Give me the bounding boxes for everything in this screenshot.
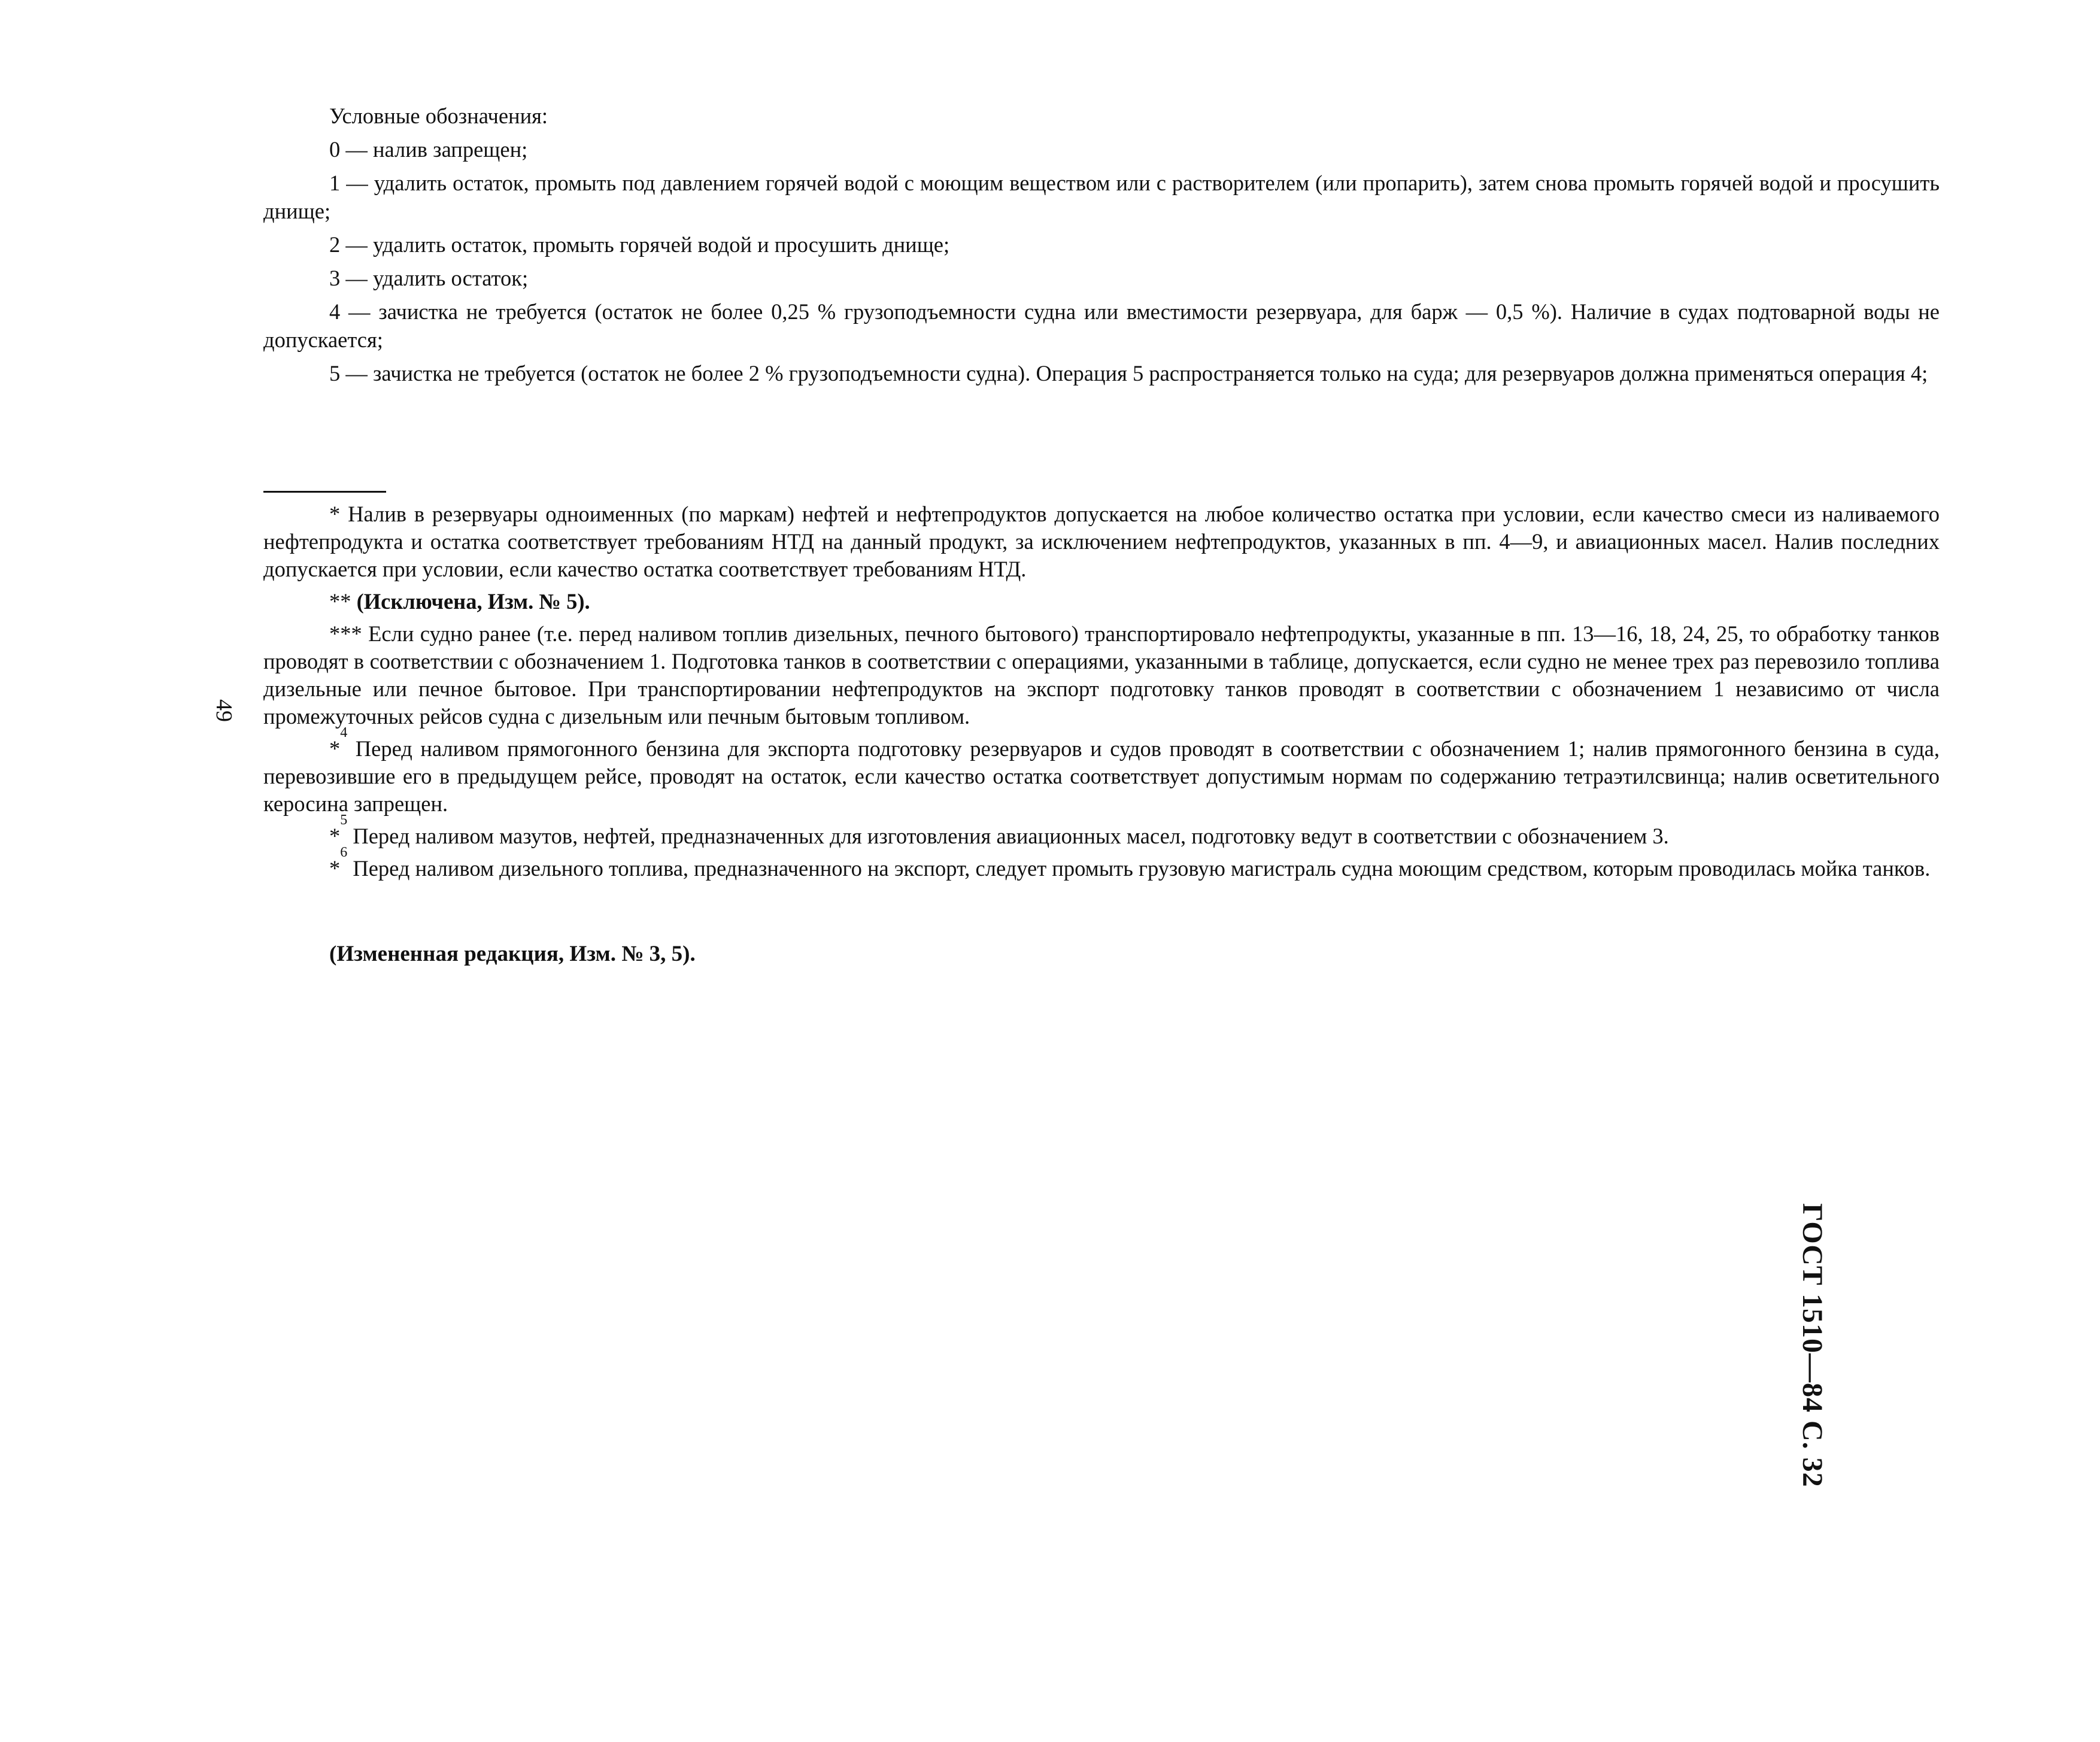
footnote-2 [263, 588, 1940, 615]
footnote-text: Перед наливом прямогонного бензина для экспорта подготовку резервуаров и судов проводят в соответствии с обозначением 1; налив прямогонного бензина в суда, перевозившие его в предыдущем рейсе, проводят на остаток, если качество остатка соответствует допустимым нормам по содержанию тетраэтилсвинца; налив осветительного керосина запрещен. [263, 736, 1940, 816]
footnote-superscript: 6 [340, 845, 348, 860]
footnote-marker: * [329, 856, 341, 881]
legend-item-0: 0 — налив запрещен; [329, 137, 528, 162]
footnote-marker: * [329, 736, 341, 761]
legend-item-4: 4 — зачистка не требуется (остаток не более 0,25 % грузоподъемности судна или вместимости резервуара, для барж — 0,5 %). Наличие в судах подтоварной воды не допускается; [263, 299, 1940, 352]
footnote-superscript: 5 [340, 812, 348, 828]
running-header: ГОСТ 1510—84 С. 32 [1796, 1203, 1828, 1488]
footnote-text: (Исключена, Изм. № 5). [356, 589, 590, 614]
footnote-text: Перед наливом дизельного топлива, предназначенного на экспорт, следует промыть грузовую магистраль судна моющим средством, которым проводилась мойка танков. [353, 856, 1931, 881]
footnote-6 [263, 845, 1940, 882]
page-number: 49 [211, 699, 236, 722]
footnote-text: Перед наливом мазутов, нефтей, предназначенных для изготовления авиационных масел, подготовку ведут в соответствии с обозначением 3. [353, 824, 1669, 848]
footnote-3 [263, 620, 1940, 730]
footnote-marker: *** [329, 621, 362, 646]
legend-item-3: 3 — удалить остаток; [329, 266, 529, 290]
footnote-marker: ** [329, 589, 351, 614]
footnote-superscript: 4 [340, 725, 348, 740]
footnote-5 [263, 812, 1940, 850]
footnote-4 [263, 725, 1940, 818]
legend-title: Условные обозначения: [329, 104, 548, 128]
legend-section [263, 102, 1940, 393]
footnote-text: Налив в резервуары одноименных (по маркам) нефтей и нефтепродуктов допускается на любое количество остатка при условии, если качество смеси из наливаемого нефтепродукта и остатка соответствует требованиям НТД на данный продукт, за исключением нефтепродуктов, указанных в пп. 4—9, и авиационных масел. Налив последних допускается при условии, если качество остатка соответствует требованиям НТД. [263, 502, 1940, 581]
footnote-marker: * [329, 824, 341, 848]
footnote-marker: * [329, 502, 341, 526]
legend-item-2: 2 — удалить остаток, промыть горячей водой и просушить днище; [329, 232, 950, 257]
footnote-1 [263, 500, 1940, 583]
legend-item-5: 5 — зачистка не требуется (остаток не более 2 % грузоподъемности судна). Операция 5 распространяется только на суда; для резервуаров должна применяться операция 4; [329, 361, 1928, 386]
footnotes-section [263, 500, 1940, 887]
footnote-separator [263, 491, 386, 493]
revision-note: (Измененная редакция, Изм. № 3, 5). [329, 942, 696, 966]
legend-item-1: 1 — удалить остаток, промыть под давлением горячей водой с моющим веществом или с растворителем (или пропарить), затем снова промыть горячей водой и просушить днище; [263, 171, 1940, 223]
footnote-text: Если судно ранее (т.е. перед наливом топлив дизельных, печного бытового) транспортировало нефтепродукты, указанные в пп. 13—16, 18, 24, 25, то обработку танков проводят в соответствии с обозначением 1. Подготовка танков в соответствии с операциями, указанными в таблице, допускается, если судно не менее трех раз перевозило топлива дизельные или печное бытовое. При транспортировании нефтепродуктов на экспорт подготовку танков проводят в соответствии с обозначением 1 независимо от числа промежуточных рейсов судна с дизельным или печным бытовым топливом. [263, 621, 1940, 729]
